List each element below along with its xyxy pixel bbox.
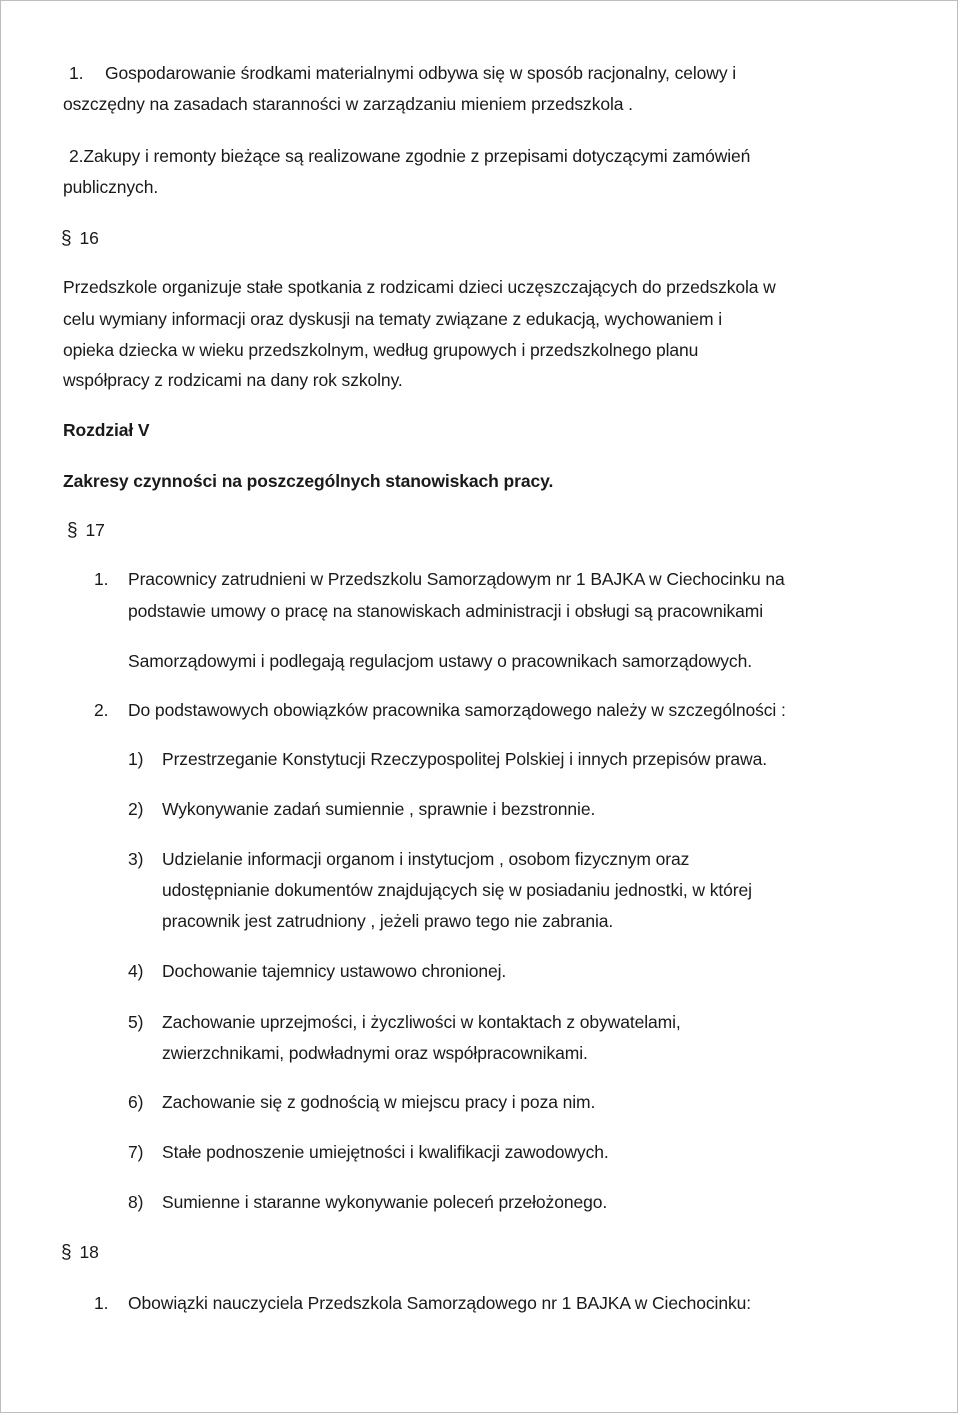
duty-8-line-1: Sumienne i staranne wykonywanie poleceń przełożonego. bbox=[162, 1192, 608, 1212]
paragraph-17-heading bbox=[67, 521, 105, 540]
paragraph-18-point-1-text: Obowiązki nauczyciela Przedszkola Samorządowego nr 1 BAJKA w Ciechocinku: bbox=[128, 1293, 751, 1313]
paragraph-17-point-2-number: 2. bbox=[94, 700, 109, 720]
duty-5-line-2: zwierzchnikami, podwładnymi oraz współpracownikami. bbox=[162, 1043, 588, 1063]
paragraph-17-point-1-number: 1. bbox=[94, 569, 109, 589]
duty-8-number: 8) bbox=[128, 1192, 144, 1212]
item-1-number: 1. bbox=[69, 63, 84, 83]
duty-4-number: 4) bbox=[128, 961, 144, 981]
paragraph-17-point-2-text: Do podstawowych obowiązków pracownika samorządowego należy w szczególności : bbox=[128, 700, 786, 720]
duty-2-number: 2) bbox=[128, 799, 144, 819]
duty-1-line-1: Przestrzeganie Konstytucji Rzeczypospolitej Polskiej i innych przepisów prawa. bbox=[162, 749, 767, 769]
paragraph-18-point-1-number: 1. bbox=[94, 1293, 109, 1313]
paragraph-17-number: 17 bbox=[85, 520, 105, 540]
duty-1-number: 1) bbox=[128, 749, 144, 769]
paragraph-16-line-1: Przedszkole organizuje stałe spotkania z rodzicami dzieci uczęszczających do przedszkola w bbox=[63, 277, 776, 297]
duty-3-line-1: Udzielanie informacji organom i instytucjom , osobom fizycznym oraz bbox=[162, 849, 690, 869]
paragraph-16-heading bbox=[61, 229, 99, 248]
paragraph-16-line-4: współpracy z rodzicami na dany rok szkolny. bbox=[63, 370, 403, 390]
paragraph-16-line-3: opieka dziecka w wieku przedszkolnym, według grupowych i przedszkolnego planu bbox=[63, 340, 699, 360]
chapter-subtitle: Zakresy czynności na poszczególnych stanowiskach pracy. bbox=[63, 471, 554, 491]
item-1-line-2: oszczędny na zasadach staranności w zarządzaniu mieniem przedszkola . bbox=[63, 94, 633, 114]
section-sign: § bbox=[61, 1242, 72, 1263]
duty-2-line-1: Wykonywanie zadań sumiennie , sprawnie i bezstronnie. bbox=[162, 799, 596, 819]
duty-3-number: 3) bbox=[128, 849, 144, 869]
duty-3-line-3: pracownik jest zatrudniony , jeżeli prawo tego nie zabrania. bbox=[162, 911, 614, 931]
chapter-title: Rozdział V bbox=[63, 420, 150, 440]
paragraph-17-point-1-line-2: podstawie umowy o pracę na stanowiskach administracji i obsługi są pracownikami bbox=[128, 601, 764, 621]
paragraph-16-line-2: celu wymiany informacji oraz dyskusji na tematy związane z edukacją, wychowaniem i bbox=[63, 309, 723, 329]
duty-5-line-1: Zachowanie uprzejmości, i życzliwości w kontaktach z obywatelami, bbox=[162, 1012, 681, 1032]
duty-7-number: 7) bbox=[128, 1142, 144, 1162]
item-2-line-1: 2.Zakupy i remonty bieżące są realizowane zgodnie z przepisami dotyczącymi zamówień bbox=[69, 146, 751, 166]
section-sign: § bbox=[67, 520, 78, 541]
duty-5-number: 5) bbox=[128, 1012, 144, 1032]
item-1-line-1: Gospodarowanie środkami materialnymi odbywa się w sposób racjonalny, celowy i bbox=[105, 63, 737, 83]
duty-7-line-1: Stałe podnoszenie umiejętności i kwalifikacji zawodowych. bbox=[162, 1142, 609, 1162]
paragraph-16-number: 16 bbox=[79, 228, 99, 248]
paragraph-17-point-1-line-3: Samorządowymi i podlegają regulacjom ustawy o pracownikach samorządowych. bbox=[128, 651, 752, 671]
duty-3-line-2: udostępnianie dokumentów znajdujących się w posiadaniu jednostki, w której bbox=[162, 880, 752, 900]
section-sign: § bbox=[61, 228, 72, 249]
paragraph-18-number: 18 bbox=[79, 1242, 99, 1262]
duty-4-line-1: Dochowanie tajemnicy ustawowo chronionej. bbox=[162, 961, 507, 981]
duty-6-number: 6) bbox=[128, 1092, 144, 1112]
item-2-line-2: publicznych. bbox=[63, 177, 159, 197]
paragraph-17-point-1-line-1: Pracownicy zatrudnieni w Przedszkolu Samorządowym nr 1 BAJKA w Ciechocinku na bbox=[128, 569, 785, 589]
duty-6-line-1: Zachowanie się z godnością w miejscu pracy i poza nim. bbox=[162, 1092, 596, 1112]
paragraph-18-heading bbox=[61, 1243, 99, 1262]
